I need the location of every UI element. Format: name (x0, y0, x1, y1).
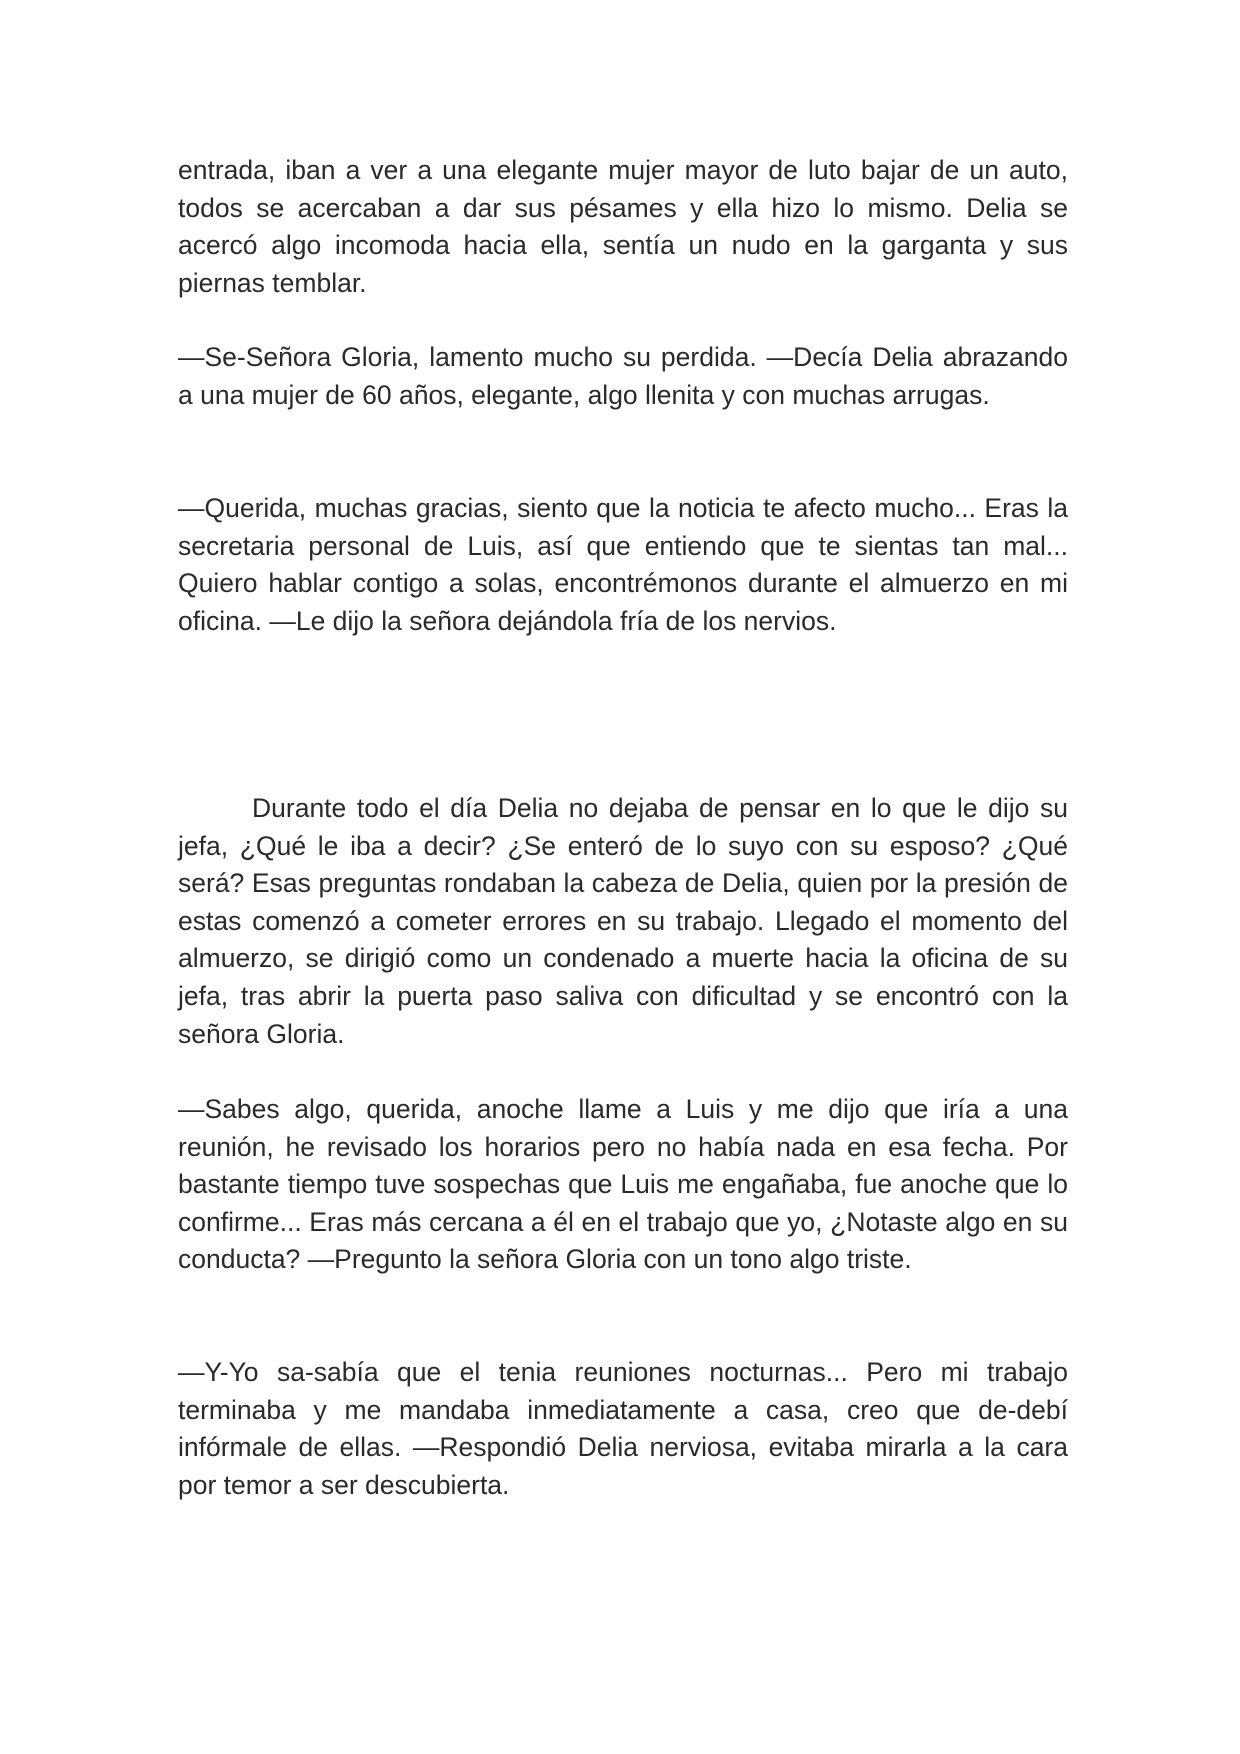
paragraph-text: —Se-Señora Gloria, lamento mucho su perdida. —Decía Delia abrazando a una mujer de 60 años, elegante, algo llenita y con muchas arrugas. (178, 342, 1068, 410)
paragraph-workday (178, 790, 1068, 1053)
paragraph-gloria-reply (178, 490, 1068, 640)
paragraph-text: —Sabes algo, querida, anoche llame a Luis y me dijo que iría a una reunión, he revisado los horarios pero no había nada en esa fecha. Por bastante tiempo tuve sospechas que Luis me engañaba, fue anoche que lo confirme... Eras más cercana a él en el trabajo que yo, ¿Notaste algo en su conducta? —Pregunto la señora Gloria con un tono algo triste. (178, 1094, 1068, 1275)
paragraph-text: —Querida, muchas gracias, siento que la noticia te afecto mucho... Eras la secretaria personal de Luis, así que entiendo que te sientas tan mal... Quiero hablar contigo a solas, encontrémonos durante el almuerzo en mi oficina. —Le dijo la señora dejándola fría de los nervios. (178, 493, 1068, 636)
paragraph-condolence (178, 339, 1068, 414)
paragraph-gloria-suspicion (178, 1091, 1068, 1279)
paragraph-text: entrada, iban a ver a una elegante mujer mayor de luto bajar de un auto, todos se acercaban a dar sus pésames y ella hizo lo mismo. Delia se acercó algo incomoda hacia ella, sentía un nudo en la garganta y sus piernas temblar. (178, 155, 1068, 298)
paragraph-text: —Y-Yo sa-sabía que el tenia reuniones nocturnas... Pero mi trabajo terminaba y me mandaba inmediatamente a casa, creo que de-debí infórmale de ellas. —Respondió Delia nerviosa, evitaba mirarla a la cara por temor a ser descubierta. (178, 1357, 1068, 1500)
paragraph-text: Durante todo el día Delia no dejaba de pensar en lo que le dijo su jefa, ¿Qué le iba a decir? ¿Se enteró de lo suyo con su esposo? ¿Qué será? Esas preguntas rondaban la cabeza de Delia, quien por la presión de estas comenzó a cometer errores en su trabajo. Llegado el momento del almuerzo, se dirigió como un condenado a muerte hacia la oficina de su jefa, tras abrir la puerta paso saliva con dificultad y se encontró con la señora Gloria. (178, 793, 1068, 1049)
paragraph-arrival (178, 152, 1068, 302)
paragraph-delia-response (178, 1354, 1068, 1504)
